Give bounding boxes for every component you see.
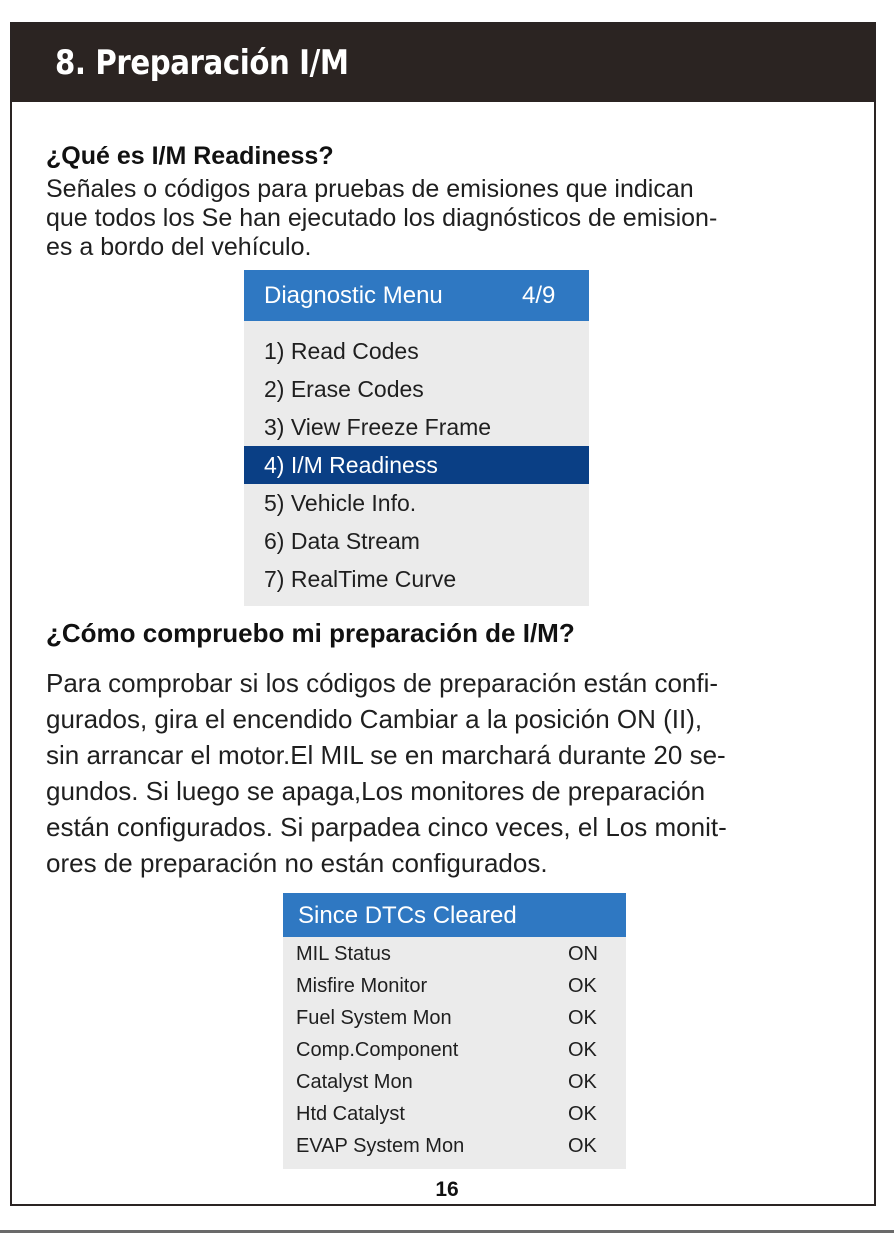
menu-item-read-codes[interactable]: 1) Read Codes: [264, 338, 419, 364]
paragraph-line: gurados, gira el encendido Cambiar a la posición ON (II),: [46, 704, 703, 734]
menu-item-realtime-curve[interactable]: 7) RealTime Curve: [264, 566, 457, 592]
diagnostic-menu-title: Diagnostic Menu: [264, 282, 443, 309]
paragraph-line: ores de preparación no están configurados.: [46, 848, 548, 878]
paragraph-line: Para comprobar si los códigos de preparación están confi-: [46, 668, 719, 698]
paragraph-line: Señales o códigos para pruebas de emisiones que indican: [46, 175, 694, 203]
status-row-comp-component: [283, 1034, 626, 1066]
diagnostic-menu-header: [244, 270, 589, 321]
paragraph-line: que todos los Se han ejecutado los diagnósticos de emision-: [46, 204, 718, 232]
status-value: OK: [568, 1007, 597, 1029]
status-label: Catalyst Mon: [296, 1071, 413, 1093]
status-label: Fuel System Mon: [296, 1007, 452, 1029]
menu-item-vehicle-info[interactable]: 5) Vehicle Info.: [264, 490, 417, 516]
menu-item-data-stream[interactable]: 6) Data Stream: [264, 528, 420, 554]
status-row-mil: [283, 938, 626, 970]
readiness-status-header: [283, 893, 626, 937]
status-row-evap-system: [283, 1130, 626, 1162]
status-value: OK: [568, 1071, 597, 1093]
diagnostic-menu-page-indicator: 4/9: [522, 282, 556, 309]
diagnostic-menu-list: [244, 332, 589, 598]
status-label: Comp.Component: [296, 1039, 459, 1061]
menu-item-view-freeze-frame[interactable]: 3) View Freeze Frame: [264, 414, 492, 440]
status-label: Htd Catalyst: [296, 1103, 405, 1125]
section-heading-what-is: ¿Qué es I/M Readiness?: [46, 142, 334, 170]
readiness-status-title: Since DTCs Cleared: [298, 902, 517, 929]
status-row-catalyst: [283, 1066, 626, 1098]
status-label: MIL Status: [296, 943, 391, 965]
readiness-status-list: [283, 938, 626, 1162]
status-label: EVAP System Mon: [296, 1135, 465, 1157]
status-row-htd-catalyst: [283, 1098, 626, 1130]
status-value: ON: [568, 943, 598, 965]
page-number: 16: [435, 1178, 459, 1201]
paragraph-line: sin arrancar el motor.El MIL se en marchará durante 20 se-: [46, 740, 726, 770]
readiness-status-screen: [283, 893, 626, 1169]
status-value: OK: [568, 1103, 597, 1125]
status-row-misfire: [283, 970, 626, 1002]
status-row-fuel-system: [283, 1002, 626, 1034]
menu-item-erase-codes[interactable]: 2) Erase Codes: [264, 376, 424, 402]
diagnostic-menu-screen: [244, 270, 589, 606]
status-value: OK: [568, 975, 597, 997]
bottom-divider: [0, 1230, 894, 1233]
section-heading-how-to-check: ¿Cómo compruebo mi preparación de I/M?: [46, 618, 575, 648]
paragraph-line: están configurados. Si parpadea cinco veces, el Los monit-: [46, 812, 727, 842]
section-paragraph-how-to-check: [46, 665, 727, 881]
section-paragraph-what-is: [46, 175, 717, 262]
page-title: 8. Preparación I/M: [55, 43, 349, 83]
status-value: OK: [568, 1135, 597, 1157]
menu-item-im-readiness[interactable]: 4) I/M Readiness: [244, 446, 589, 484]
paragraph-line: gundos. Si luego se apaga,Los monitores de preparación: [46, 776, 706, 806]
status-label: Misfire Monitor: [296, 975, 428, 997]
paragraph-line: es a bordo del vehículo.: [46, 233, 312, 261]
status-value: OK: [568, 1039, 597, 1061]
